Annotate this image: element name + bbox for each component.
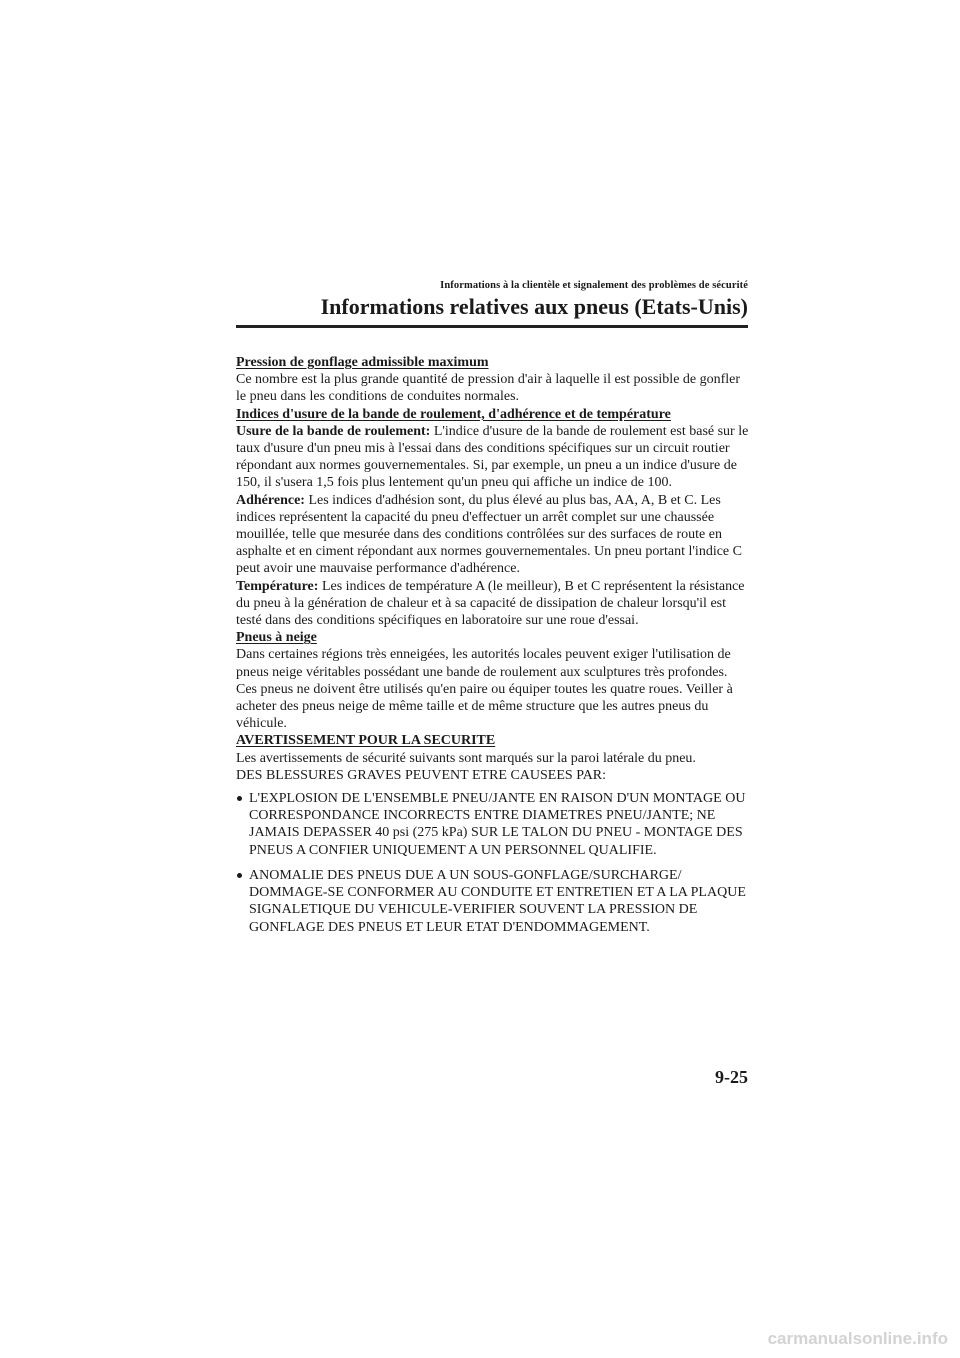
header-divider — [236, 325, 748, 328]
section-title: Informations relatives aux pneus (Etats-Unis) — [320, 294, 748, 319]
bullet-icon — [237, 796, 242, 801]
chapter-title: Informations à la clientèle et signalement des problèmes de sécurité — [440, 280, 748, 291]
page-content — [236, 354, 750, 944]
heading-grading-indices: Indices d'usure de la bande de roulement, d'adhérence et de température — [236, 406, 671, 422]
label-temperature: Température: — [236, 578, 319, 594]
watermark: carmanualsonline.info — [767, 1329, 948, 1348]
list-item — [236, 867, 750, 936]
text-traction: Les indices d'adhésion sont, du plus élevé au plus bas, AA, A, B et C. Les indices représentent la capacité du pneu d'effectuer un arrêt complet sur une chaussée mouillée, telle que mesurée dans des conditions contrôlées sur des surfaces de route en asphalte et en ciment répondant aux normes gouvernementales. Un pneu portant l'indice C peut avoir une mauvaise performance d'adhérence. — [236, 492, 742, 577]
text-temperature: Les indices de température A (le meilleur), B et C représentent la résistance du pneu à la génération de chaleur et à sa capacité de dissipation de chaleur lorsqu'il est testé dans des conditions spécifiques en laboratoire sur une roue d'essai. — [236, 578, 745, 629]
heading-max-pressure: Pression de gonflage admissible maximum — [236, 355, 489, 370]
paragraph-temperature — [236, 578, 750, 630]
warning-intro: Les avertissements de sécurité suivants sont marqués sur la paroi latérale du pneu. — [236, 750, 696, 766]
bullet-icon — [237, 873, 242, 878]
paragraph-traction — [236, 492, 750, 578]
label-traction: Adhérence: — [236, 492, 305, 508]
list-item-text: ANOMALIE DES PNEUS DUE A UN SOUS-GONFLAGE/SURCHARGE/ DOMMAGE-SE CONFORMER AU CONDUITE ET ENTRETIEN ET A LA PLAQUE SIGNALETIQUE DU VEHICULE-VERIFIER SOUVENT LA PRESSION DE GONFLAGE DES PNEUS ET LEUR ETAT D'ENDOMMAGEMENT. — [249, 867, 746, 935]
label-treadwear: Usure de la bande de roulement: — [236, 423, 431, 439]
warning-list — [236, 790, 750, 936]
list-item — [236, 790, 750, 859]
paragraph-max-pressure: Ce nombre est la plus grande quantité de pression d'air à laquelle il est possible de gonfler le pneu dans les conditions de conduites normales. — [236, 372, 741, 405]
heading-snow-tires: Pneus à neige — [236, 630, 317, 646]
text-treadwear: L'indice d'usure de la bande de roulement est basé sur le taux d'usure d'un pneu mis à l'essai dans des conditions spécifiques sur un circuit routier répondant aux normes gouvernementales. Si, par exemple, un pneu a un indice d'usure de 150, il s'usera 1,5 fois plus lentement qu'un pneu qui affiche un indice de 100. — [236, 423, 749, 491]
warning-injury-line: DES BLESSURES GRAVES PEUVENT ETRE CAUSEES PAR: — [236, 767, 607, 783]
paragraph-snow-tires: Dans certaines régions très enneigées, les autorités locales peuvent exiger l'utilisation de pneus neige véritables possédant une bande de roulement aux sculptures très profondes. Ces pneus ne doivent être utilisés qu'en paire ou équiper toutes les quatre roues. Veiller à acheter des pneus neige de même taille et de même structure que les autres pneus du véhicule. — [236, 647, 733, 732]
list-item-text: L'EXPLOSION DE L'ENSEMBLE PNEU/JANTE EN RAISON D'UN MONTAGE OU CORRESPONDANCE INCORRECTS ENTRE DIAMETRES PNEU/JANTE; NE JAMAIS DEPASSER 40 psi (275 kPa) SUR LE TALON DU PNEU - MONTAGE DES PNEUS A CONFIER UNIQUEMENT A UN PERSONNEL QUALIFIE. — [249, 791, 746, 858]
page-header — [236, 279, 748, 320]
heading-safety-warning: AVERTISSEMENT POUR LA SECURITE — [236, 733, 496, 749]
paragraph-treadwear — [236, 423, 750, 492]
page-number: 9-25 — [715, 1067, 748, 1087]
